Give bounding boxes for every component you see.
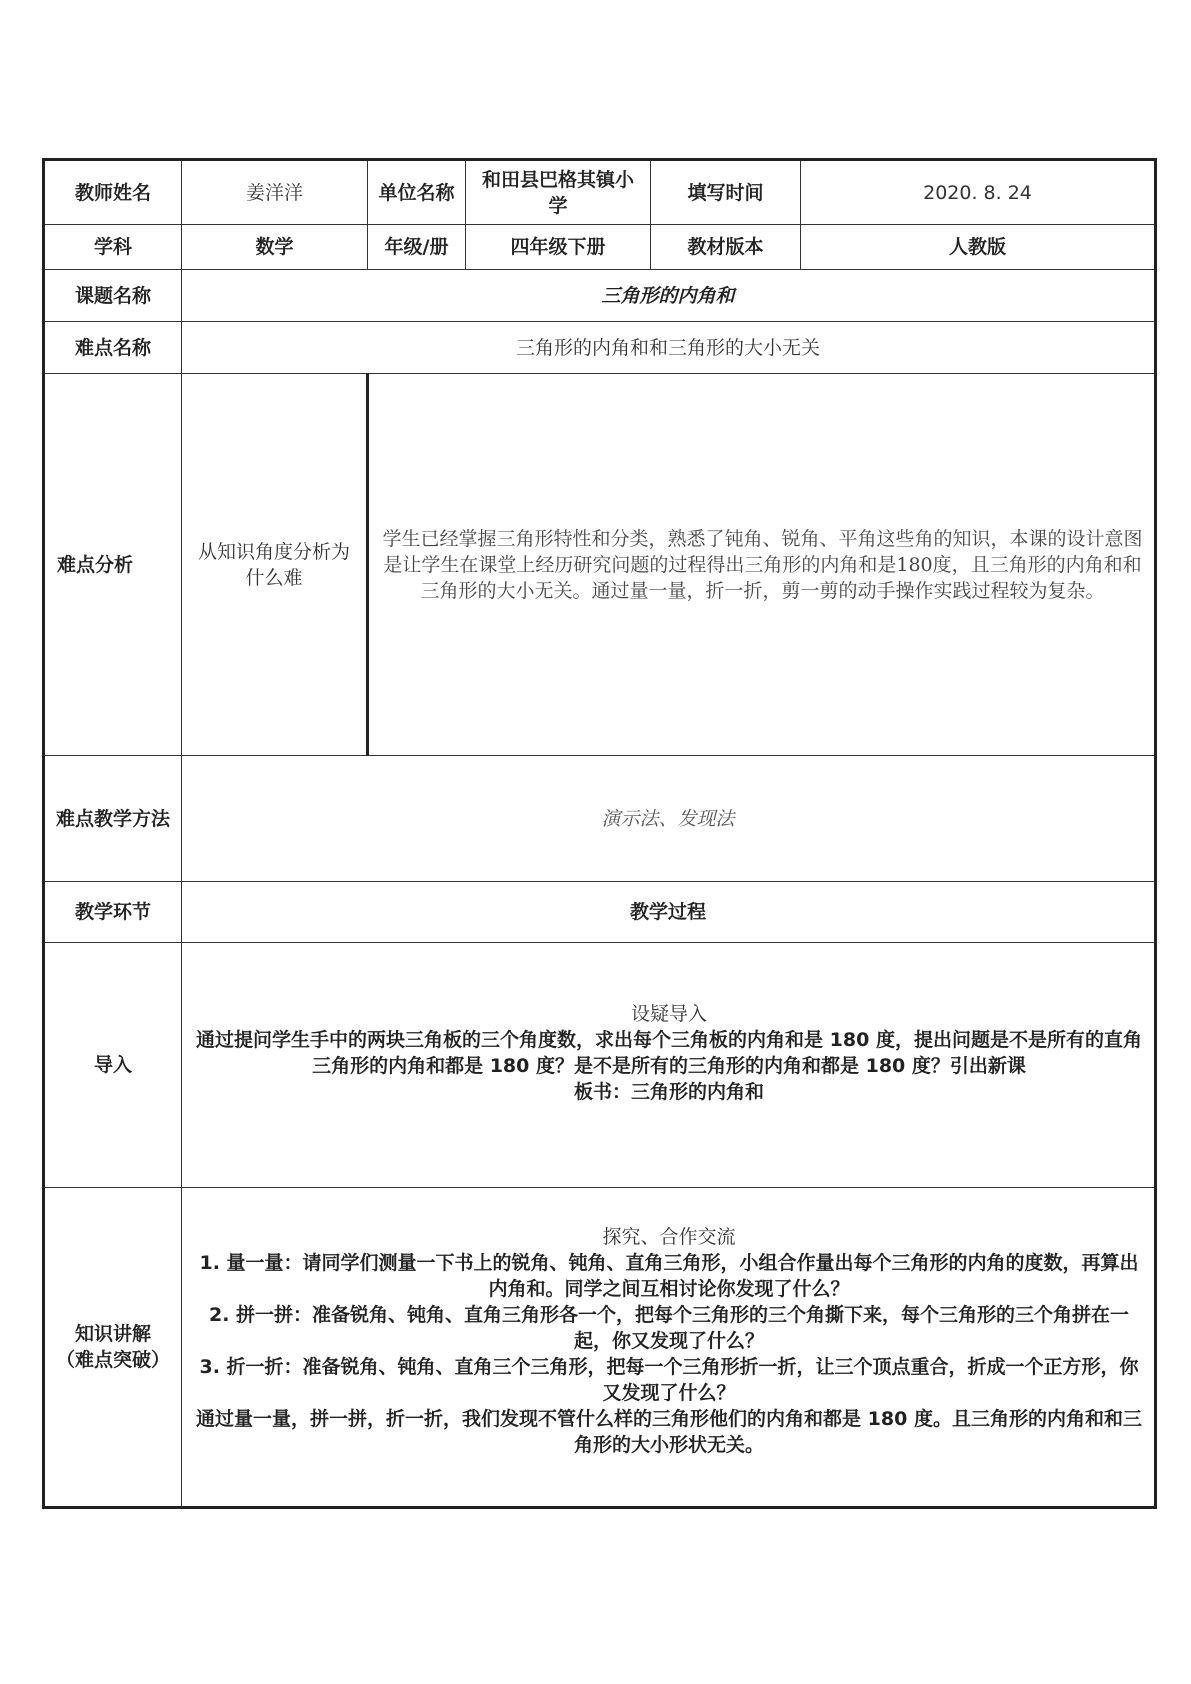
teacher-name-value: 姜洋洋 <box>182 160 368 225</box>
subject-value: 数学 <box>182 225 368 270</box>
intro-content <box>182 943 1156 1188</box>
analysis-label: 难点分析 <box>44 374 182 756</box>
knowledge-item-3: 3. 折一折：准备锐角、钝角、直角三个三角形，把每一个三角形折一折，让三个顶点重合，折成一个正方形，你又发现了什么？ <box>199 1356 1139 1404</box>
knowledge-item-2: 2. 拼一拼：准备锐角、钝角、直角三角形各一个，把每个三角形的三个角撕下来，每个三角形的三个角拼在一起，你又发现了什么？ <box>208 1304 1130 1352</box>
edition-label: 教材版本 <box>651 225 801 270</box>
edition-value: 人教版 <box>801 225 1156 270</box>
steps-label: 教学环节 <box>44 882 182 943</box>
knowledge-content <box>182 1188 1156 1508</box>
steps-value: 教学过程 <box>182 882 1156 943</box>
intro-board: 板书：三角形的内角和 <box>573 1081 764 1103</box>
knowledge-label <box>44 1188 182 1508</box>
teacher-name-label: 教师姓名 <box>44 160 182 225</box>
method-row <box>44 756 1156 882</box>
method-value: 演示法、发现法 <box>182 756 1156 882</box>
steps-row <box>44 882 1156 943</box>
difficulty-label: 难点名称 <box>44 322 182 374</box>
intro-body: 通过提问学生手中的两块三角板的三个角度数，求出每个三角板的内角和是 180 度，提出问题是不是所有的直角三角形的内角和都是 180 度？是不是所有的三角形的内角和都是 180 度？引出新课 <box>196 1029 1142 1077</box>
topic-value: 三角形的内角和 <box>182 270 1156 322</box>
subject-label: 学科 <box>44 225 182 270</box>
topic-label: 课题名称 <box>44 270 182 322</box>
method-label: 难点教学方法 <box>44 756 182 882</box>
analysis-sub-label: 从知识角度分析为什么难 <box>182 374 368 756</box>
knowledge-label-line1: 知识讲解 <box>74 1323 151 1345</box>
topic-row <box>44 270 1156 322</box>
intro-label: 导入 <box>44 943 182 1188</box>
knowledge-row <box>44 1188 1156 1508</box>
fill-time-label: 填写时间 <box>651 160 801 225</box>
subject-row <box>44 225 1156 270</box>
unit-name-value: 和田县巴格其镇小学 <box>466 160 651 225</box>
knowledge-summary: 通过量一量，拼一拼，折一折，我们发现不管什么样的三角形他们的内角和都是 180 度。且三角形的内角和和三角形的大小形状无关。 <box>196 1408 1142 1456</box>
header-row <box>44 160 1156 225</box>
knowledge-item-1: 1. 量一量：请同学们测量一下书上的锐角、钝角、直角三角形，小组合作量出每个三角形的内角的度数，再算出内角和。同学之间互相讨论你发现了什么？ <box>199 1252 1139 1300</box>
analysis-text: 学生已经掌握三角形特性和分类，熟悉了钝角、锐角、平角这些角的知识，本课的设计意图是让学生在课堂上经历研究问题的过程得出三角形的内角和是180度，且三角形的内角和和三角形的大小无关。通过量一量，折一折，剪一剪的动手操作实践过程较为复杂。 <box>368 374 1156 756</box>
difficulty-row <box>44 322 1156 374</box>
unit-name-label: 单位名称 <box>368 160 466 225</box>
analysis-row <box>44 374 1156 756</box>
grade-label: 年级/册 <box>368 225 466 270</box>
lesson-design-table <box>42 158 1157 1509</box>
knowledge-label-line2: （难点突破） <box>55 1349 170 1371</box>
intro-heading: 设疑导入 <box>630 1003 707 1025</box>
fill-time-value: 2020. 8. 24 <box>801 160 1156 225</box>
grade-value: 四年级下册 <box>466 225 651 270</box>
difficulty-value: 三角形的内角和和三角形的大小无关 <box>182 322 1156 374</box>
knowledge-heading: 探究、合作交流 <box>602 1226 736 1248</box>
intro-row <box>44 943 1156 1188</box>
